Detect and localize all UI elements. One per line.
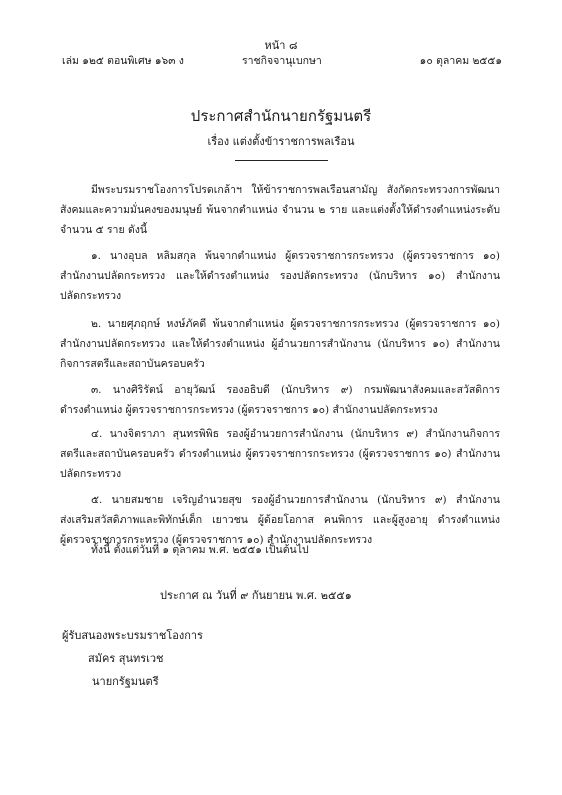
item-line: ๕. นายสมชาย เจริญอำนวยสุข รองผู้อำนวยการสำนักงาน (นักบริหาร ๙) สำนักงาน bbox=[91, 494, 500, 506]
item-line: ปลัดกระทรวง bbox=[60, 468, 122, 480]
appointment-item-4 bbox=[60, 424, 500, 484]
signer-title: นายกรัฐมนตรี bbox=[92, 675, 159, 688]
intro-line: มีพระบรมราชโองการโปรดเกล้าฯ ให้ข้าราชการพลเรือนสามัญ สังกัดกระทรวงการพัฒนา bbox=[91, 184, 500, 196]
item-line: ๓. นางศิริรัตน์ อายุวัฒน์ รองอธิบดี (นักบริหาร ๙) กรมพัฒนาสังคมและสวัสดิการ bbox=[91, 384, 500, 396]
volume-issue: เล่ม ๑๒๕ ตอนพิเศษ ๑๖๓ ง bbox=[62, 55, 184, 67]
page-number: หน้า ๘ bbox=[264, 39, 298, 52]
appointment-item-2 bbox=[60, 314, 500, 374]
announced-date: ประกาศ ณ วันที่ ๙ กันยายน พ.ศ. ๒๕๕๑ bbox=[160, 589, 352, 602]
item-line: ๔. นางจิตราภา สุนทรพิพิธ รองผู้อำนวยการสำนักงาน (นักบริหาร ๙) สำนักงานกิจการ bbox=[91, 428, 500, 440]
announcement-subject: เรื่อง แต่งตั้งข้าราชการพลเรือน bbox=[207, 135, 355, 148]
item-line: ๑. นางอุบล หลิมสกุล พ้นจากตำแหน่ง ผู้ตรวจราชการกระทรวง (ผู้ตรวจราชการ ๑๐) bbox=[91, 250, 500, 262]
item-line: ๒. นายศุภฤกษ์ หงษ์ภัคดี พ้นจากตำแหน่ง ผู้ตรวจราชการกระทรวง (ผู้ตรวจราชการ ๑๐) bbox=[91, 318, 500, 330]
item-line: ปลัดกระทรวง bbox=[60, 290, 122, 302]
item-line: สำนักงานปลัดกระทรวง และให้ดำรงตำแหน่ง รองปลัดกระทรวง (นักบริหาร ๑๐) สำนักงาน bbox=[60, 270, 500, 282]
intro-paragraph bbox=[60, 180, 500, 240]
signer-name: สมัคร สุนทรเวช bbox=[88, 652, 164, 665]
title-divider bbox=[235, 160, 328, 161]
announcement-title: ประกาศสำนักนายกรัฐมนตรี bbox=[190, 107, 372, 125]
gazette-date: ๑๐ ตุลาคม ๒๕๕๑ bbox=[419, 55, 502, 67]
effective-line: ทั้งนี้ ตั้งแต่วันที่ ๑ ตุลาคม พ.ศ. ๒๕๕๑ เป็นต้นไป bbox=[91, 544, 309, 556]
appointment-item-1 bbox=[60, 246, 500, 306]
item-line: สตรีและสถาบันครอบครัว ดำรงตำแหน่ง ผู้ตรวจราชการกระทรวง (ผู้ตรวจราชการ ๑๐) สำนักงาน bbox=[60, 448, 500, 460]
intro-line: จำนวน ๕ ราย ดังนี้ bbox=[60, 224, 148, 236]
item-line: ผู้ตรวจราชการกระทรวง (ผู้ตรวจราชการ ๑๐) สำนักงานปลัดกระทรวง bbox=[60, 534, 373, 546]
item-line: ดำรงตำแหน่ง ผู้ตรวจราชการกระทรวง (ผู้ตรวจราชการ ๑๐) สำนักงานปลัดกระทรวง bbox=[60, 404, 438, 416]
gazette-header-row bbox=[62, 52, 502, 68]
effective-paragraph bbox=[60, 540, 500, 560]
gazette-name: ราชกิจจานุเบกษา bbox=[242, 55, 322, 67]
item-line: ส่งเสริมสวัสดิภาพและพิทักษ์เด็ก เยาวชน ผู้ด้อยโอกาส คนพิการ และผู้สูงอายุ ดำรงตำแหน่ง bbox=[60, 514, 500, 526]
item-line: กิจการสตรีและสถาบันครอบครัว bbox=[60, 358, 205, 370]
appointment-item-3 bbox=[60, 380, 500, 420]
intro-line: สังคมและความมั่นคงของมนุษย์ พ้นจากตำแหน่ง จำนวน ๒ ราย และแต่งตั้งให้ดำรงตำแหน่งระดับ bbox=[60, 204, 500, 216]
item-line: สำนักงานปลัดกระทรวง และให้ดำรงตำแหน่ง ผู้อำนวยการสำนักงาน (นักบริหาร ๑๐) สำนักงาน bbox=[60, 338, 500, 350]
countersign-label: ผู้รับสนองพระบรมราชโองการ bbox=[62, 629, 203, 642]
